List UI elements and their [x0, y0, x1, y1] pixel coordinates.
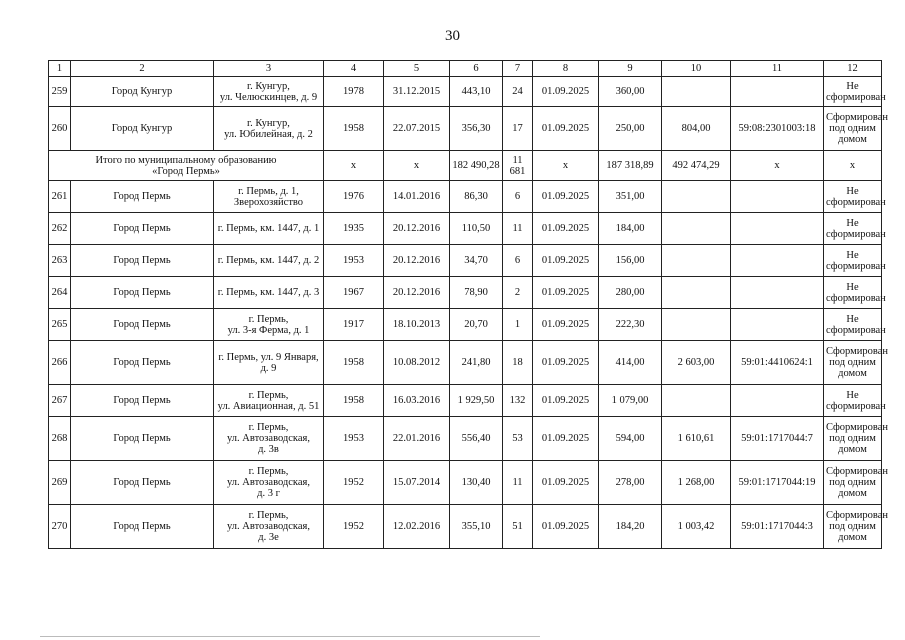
table-cell: 241,80 [450, 341, 503, 385]
table-cell: 1 [503, 309, 533, 341]
column-number-cell: 8 [533, 61, 599, 77]
table-cell: 280,00 [599, 277, 662, 309]
table-cell: 01.09.2025 [533, 505, 599, 549]
table-cell: 59:01:1717044:19 [731, 461, 824, 505]
table-cell: 6 [503, 245, 533, 277]
table-cell: 1958 [324, 385, 384, 417]
column-number-cell: 5 [384, 61, 450, 77]
table-cell: 804,00 [662, 107, 731, 151]
table-cell: г. Пермь, ул. Авиационная, д. 51 [214, 385, 324, 417]
table-cell [731, 245, 824, 277]
table-cell: г. Кунгур, ул. Юбилейная, д. 2 [214, 107, 324, 151]
table-cell: 278,00 [599, 461, 662, 505]
table-cell: 24 [503, 77, 533, 107]
table-cell: 1978 [324, 77, 384, 107]
table-cell: Город Пермь [71, 417, 214, 461]
table-cell: 18 [503, 341, 533, 385]
table-cell: 20.12.2016 [384, 277, 450, 309]
table-cell: 6 [503, 181, 533, 213]
table-cell: 1958 [324, 107, 384, 151]
table-cell: Не сформирован [824, 277, 882, 309]
total-cell: 11 681 [503, 151, 533, 181]
table-cell: 59:08:2301003:18 [731, 107, 824, 151]
table-cell: Город Кунгур [71, 77, 214, 107]
column-number-cell: 7 [503, 61, 533, 77]
table-cell: 356,30 [450, 107, 503, 151]
total-cell: 182 490,28 [450, 151, 503, 181]
table-cell: 266 [49, 341, 71, 385]
table-cell: 267 [49, 385, 71, 417]
table-cell: 2 [503, 277, 533, 309]
table-cell: Город Пермь [71, 505, 214, 549]
page-bottom-edge [40, 636, 540, 637]
table-cell: 1953 [324, 245, 384, 277]
table-cell: 556,40 [450, 417, 503, 461]
table-row [49, 277, 882, 309]
table-cell [662, 245, 731, 277]
table-cell: Город Пермь [71, 181, 214, 213]
table-cell: 156,00 [599, 245, 662, 277]
table-cell: Город Пермь [71, 213, 214, 245]
table-cell: 12.02.2016 [384, 505, 450, 549]
table-cell: 1917 [324, 309, 384, 341]
table-cell: 01.09.2025 [533, 417, 599, 461]
table-cell: 222,30 [599, 309, 662, 341]
table-row [49, 505, 882, 549]
table-cell: 594,00 [599, 417, 662, 461]
table-row [49, 417, 882, 461]
column-number-cell: 3 [214, 61, 324, 77]
table-cell: 14.01.2016 [384, 181, 450, 213]
table-cell: 264 [49, 277, 71, 309]
column-number-cell: 2 [71, 61, 214, 77]
table-cell: Город Пермь [71, 309, 214, 341]
table-cell: 34,70 [450, 245, 503, 277]
table-cell: г. Пермь, ул. Автозаводская, д. 3 г [214, 461, 324, 505]
table-cell: г. Пермь, ул. 9 Января, д. 9 [214, 341, 324, 385]
table-cell: 1952 [324, 505, 384, 549]
table-cell: 269 [49, 461, 71, 505]
table-cell: 11 [503, 461, 533, 505]
table-cell [662, 309, 731, 341]
table-cell: 20,70 [450, 309, 503, 341]
table-cell: 1 610,61 [662, 417, 731, 461]
total-cell: х [731, 151, 824, 181]
table-cell: 01.09.2025 [533, 277, 599, 309]
table-row [49, 181, 882, 213]
table-cell: 01.09.2025 [533, 309, 599, 341]
column-number-cell: 9 [599, 61, 662, 77]
total-cell: х [824, 151, 882, 181]
column-number-cell: 6 [450, 61, 503, 77]
table-cell: 261 [49, 181, 71, 213]
table-cell: 259 [49, 77, 71, 107]
table-cell: 265 [49, 309, 71, 341]
table-cell: 1 929,50 [450, 385, 503, 417]
table-row [49, 385, 882, 417]
table-cell: Город Пермь [71, 277, 214, 309]
table-cell: 01.09.2025 [533, 77, 599, 107]
table-cell: Сформирован под одним домом [824, 107, 882, 151]
table-cell: г. Пермь, км. 1447, д. 2 [214, 245, 324, 277]
page-number: 30 [445, 28, 460, 44]
table-cell: 10.08.2012 [384, 341, 450, 385]
table-cell: 130,40 [450, 461, 503, 505]
table-cell: 59:01:1717044:3 [731, 505, 824, 549]
housing-register-table [48, 60, 889, 549]
table-cell: 355,10 [450, 505, 503, 549]
table-cell: Город Пермь [71, 341, 214, 385]
table-cell: 86,30 [450, 181, 503, 213]
total-cell: х [324, 151, 384, 181]
table-cell: г. Пермь, д. 1, Зверохозяйство [214, 181, 324, 213]
table-cell: 443,10 [450, 77, 503, 107]
table-cell: 1958 [324, 341, 384, 385]
table-cell: 360,00 [599, 77, 662, 107]
table-cell: 2 603,00 [662, 341, 731, 385]
table-cell [731, 385, 824, 417]
table-cell: 01.09.2025 [533, 181, 599, 213]
table-cell: 53 [503, 417, 533, 461]
table-cell: 20.12.2016 [384, 245, 450, 277]
table-row [49, 77, 882, 107]
table-cell: 184,20 [599, 505, 662, 549]
table-cell: 11 [503, 213, 533, 245]
table-cell: 59:01:4410624:1 [731, 341, 824, 385]
table-cell: 1976 [324, 181, 384, 213]
table-cell: 1 003,42 [662, 505, 731, 549]
total-row [49, 151, 882, 181]
column-number-cell: 4 [324, 61, 384, 77]
table-cell: 270 [49, 505, 71, 549]
column-number-cell: 10 [662, 61, 731, 77]
table-cell: 1 079,00 [599, 385, 662, 417]
table-cell: Не сформирован [824, 213, 882, 245]
table-cell: 414,00 [599, 341, 662, 385]
table-cell: 262 [49, 213, 71, 245]
table-cell: 31.12.2015 [384, 77, 450, 107]
table-cell [731, 309, 824, 341]
table-row [49, 341, 882, 385]
table-cell [731, 181, 824, 213]
table-cell: Сформирован под одним домом [824, 341, 882, 385]
table-row [49, 213, 882, 245]
table-row [49, 245, 882, 277]
column-number-row [49, 61, 882, 77]
table-cell: Не сформирован [824, 181, 882, 213]
table-cell: Город Пермь [71, 385, 214, 417]
table-cell: Город Пермь [71, 245, 214, 277]
table-cell: 268 [49, 417, 71, 461]
table-cell: 22.01.2016 [384, 417, 450, 461]
table-cell: г. Пермь, км. 1447, д. 3 [214, 277, 324, 309]
table-cell [731, 213, 824, 245]
table-cell: 22.07.2015 [384, 107, 450, 151]
table-cell: 20.12.2016 [384, 213, 450, 245]
total-cell: 187 318,89 [599, 151, 662, 181]
table-cell: 01.09.2025 [533, 461, 599, 505]
table-cell: 1967 [324, 277, 384, 309]
table-cell [662, 277, 731, 309]
table-cell: 78,90 [450, 277, 503, 309]
table-cell: 132 [503, 385, 533, 417]
table-cell: 01.09.2025 [533, 245, 599, 277]
table-cell: Не сформирован [824, 245, 882, 277]
table-cell: 16.03.2016 [384, 385, 450, 417]
table-cell: 263 [49, 245, 71, 277]
table-cell: 184,00 [599, 213, 662, 245]
table-cell: 1935 [324, 213, 384, 245]
total-cell: 492 474,29 [662, 151, 731, 181]
table-cell: Город Пермь [71, 461, 214, 505]
table-body [49, 61, 889, 549]
table-cell [662, 181, 731, 213]
table-cell: 260 [49, 107, 71, 151]
table-cell: 15.07.2014 [384, 461, 450, 505]
table-cell: 18.10.2013 [384, 309, 450, 341]
table-row [49, 107, 882, 151]
table-row [49, 461, 882, 505]
table-cell: Сформирован под одним домом [824, 505, 882, 549]
table-cell: Не сформирован [824, 77, 882, 107]
table-cell: 351,00 [599, 181, 662, 213]
table-cell: 1952 [324, 461, 384, 505]
column-number-cell: 1 [49, 61, 71, 77]
table-cell: Сформирован под одним домом [824, 417, 882, 461]
column-number-cell: 12 [824, 61, 882, 77]
table-cell: 1953 [324, 417, 384, 461]
table-cell: г. Кунгур, ул. Челюскинцев, д. 9 [214, 77, 324, 107]
table-cell: Не сформирован [824, 385, 882, 417]
table-cell: Город Кунгур [71, 107, 214, 151]
table-cell: Не сформирован [824, 309, 882, 341]
table-cell: г. Пермь, ул. 3-я Ферма, д. 1 [214, 309, 324, 341]
table-cell: 01.09.2025 [533, 341, 599, 385]
table-cell: 110,50 [450, 213, 503, 245]
table-cell: 01.09.2025 [533, 213, 599, 245]
total-cell: х [533, 151, 599, 181]
total-cell: х [384, 151, 450, 181]
total-label: Итого по муниципальному образованию «Город Пермь» [49, 151, 324, 181]
table-cell [662, 385, 731, 417]
table-cell: г. Пермь, км. 1447, д. 1 [214, 213, 324, 245]
table-cell: 01.09.2025 [533, 385, 599, 417]
table-cell [662, 213, 731, 245]
table-cell: Сформирован под одним домом [824, 461, 882, 505]
table-cell: 01.09.2025 [533, 107, 599, 151]
table-cell [662, 77, 731, 107]
table-cell: 51 [503, 505, 533, 549]
table-cell: 1 268,00 [662, 461, 731, 505]
table-cell: 250,00 [599, 107, 662, 151]
table-cell: г. Пермь, ул. Автозаводская, д. 3в [214, 417, 324, 461]
table-cell: г. Пермь, ул. Автозаводская, д. 3е [214, 505, 324, 549]
table-cell: 17 [503, 107, 533, 151]
table-cell: 59:01:1717044:7 [731, 417, 824, 461]
table-cell [731, 277, 824, 309]
column-number-cell: 11 [731, 61, 824, 77]
table-cell [731, 77, 824, 107]
table-row [49, 309, 882, 341]
